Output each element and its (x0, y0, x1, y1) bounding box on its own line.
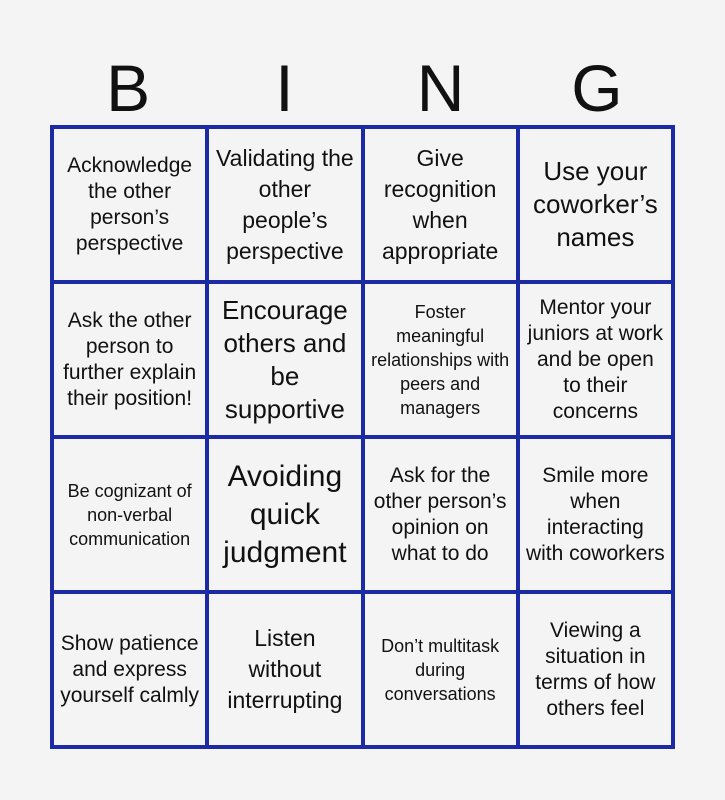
bingo-cell-text: Encourage others and be supportive (221, 294, 348, 424)
bingo-cell-text: Smile more when interacting with coworkers (525, 463, 665, 565)
bingo-cell-r3c3[interactable] (365, 439, 516, 590)
bingo-cell-text: Give recognition when appropriate (381, 144, 499, 264)
bingo-cell-text: Ask the other person to further explain their position! (63, 308, 197, 410)
bingo-cell-r3c1[interactable] (54, 439, 205, 590)
bingo-cell-r4c4[interactable] (520, 594, 671, 745)
bingo-cell-r1c2[interactable] (209, 129, 360, 280)
bingo-cell-r3c4[interactable] (520, 439, 671, 590)
bingo-cell-text: Mentor your juniors at work and be open to their concerns (527, 295, 664, 423)
bingo-cell-text: Avoiding quick judgment (223, 459, 347, 569)
bingo-cell-r1c3[interactable] (365, 129, 516, 280)
bingo-cell-r3c2[interactable] (209, 439, 360, 590)
bingo-cell-text: Listen without interrupting (227, 625, 343, 713)
bingo-cell-text: Show patience and express yourself calmly (60, 631, 200, 707)
bingo-cell-r2c1[interactable] (54, 284, 205, 435)
bingo-cell-r4c3[interactable] (365, 594, 516, 745)
bingo-cell-text: Don’t multitask during conversations (381, 635, 500, 704)
bingo-cell-r1c4[interactable] (520, 129, 671, 280)
bingo-board (50, 125, 675, 749)
bingo-cell-text: Ask for the other person’s opinion on what to do (373, 463, 507, 565)
bingo-cell-text: Use your coworker’s names (533, 156, 658, 252)
bingo-cell-text: Validating the other people’s perspective (216, 144, 354, 264)
bingo-cell-r2c4[interactable] (520, 284, 671, 435)
bingo-cell-text: Acknowledge the other person’s perspective (67, 153, 193, 255)
bingo-cell-text: Foster meaningful relationships with peers and managers (371, 301, 510, 418)
header-letter-b: B (106, 51, 151, 125)
header-letter-i: I (275, 51, 294, 125)
bingo-header (50, 52, 675, 124)
bingo-cell-r1c1[interactable] (54, 129, 205, 280)
bingo-cell-text: Be cognizant of non-verbal communication (67, 480, 192, 549)
bingo-cell-r2c3[interactable] (365, 284, 516, 435)
bingo-cell-text: Viewing a situation in terms of how others feel (535, 618, 656, 720)
bingo-cell-r4c1[interactable] (54, 594, 205, 745)
bingo-cell-r2c2[interactable] (209, 284, 360, 435)
bingo-cell-r4c2[interactable] (209, 594, 360, 745)
header-letter-g: G (571, 51, 623, 125)
header-letter-n: N (416, 51, 465, 125)
